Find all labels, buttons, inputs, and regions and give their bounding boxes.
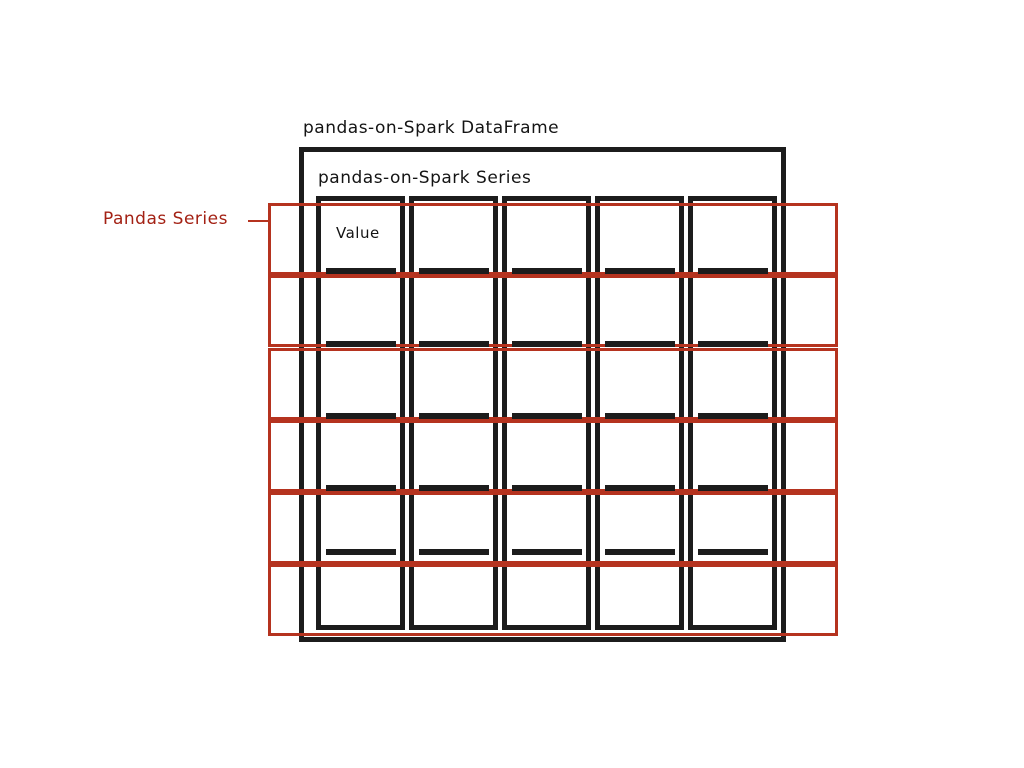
cell-separator-r2c4 xyxy=(605,341,675,347)
cell-separator-r1c1 xyxy=(326,268,396,274)
cell-separator-r2c3 xyxy=(512,341,582,347)
cell-separator-r1c3 xyxy=(512,268,582,274)
pandas-series-connector-line xyxy=(248,220,270,222)
cell-separator-r1c4 xyxy=(605,268,675,274)
cell-separator-r4c4 xyxy=(605,485,675,491)
cell-separator-r3c4 xyxy=(605,413,675,419)
cell-separator-r5c4 xyxy=(605,549,675,555)
spark-series-title-label: pandas-on-Spark Series xyxy=(318,168,532,188)
cell-separator-r4c2 xyxy=(419,485,489,491)
cell-separator-r1c5 xyxy=(698,268,768,274)
pandas-series-title-label: Pandas Series xyxy=(103,209,228,229)
cell-separator-r2c2 xyxy=(419,341,489,347)
pandas-series-row-4 xyxy=(268,420,838,492)
dataframe-title-label: pandas-on-Spark DataFrame xyxy=(303,118,560,138)
pandas-series-row-3 xyxy=(268,348,838,420)
cell-separator-r2c5 xyxy=(698,341,768,347)
cell-separator-r5c1 xyxy=(326,549,396,555)
value-cell-label: Value xyxy=(336,224,380,242)
cell-separator-r5c3 xyxy=(512,549,582,555)
cell-separator-r5c5 xyxy=(698,549,768,555)
cell-separator-r5c2 xyxy=(419,549,489,555)
cell-separator-r4c1 xyxy=(326,485,396,491)
cell-separator-r3c5 xyxy=(698,413,768,419)
pandas-series-row-6 xyxy=(268,564,838,636)
cell-separator-r1c2 xyxy=(419,268,489,274)
cell-separator-r4c3 xyxy=(512,485,582,491)
cell-separator-r4c5 xyxy=(698,485,768,491)
cell-separator-r3c2 xyxy=(419,413,489,419)
cell-separator-r3c3 xyxy=(512,413,582,419)
cell-separator-r3c1 xyxy=(326,413,396,419)
pandas-series-row-2 xyxy=(268,275,838,347)
cell-separator-r2c1 xyxy=(326,341,396,347)
